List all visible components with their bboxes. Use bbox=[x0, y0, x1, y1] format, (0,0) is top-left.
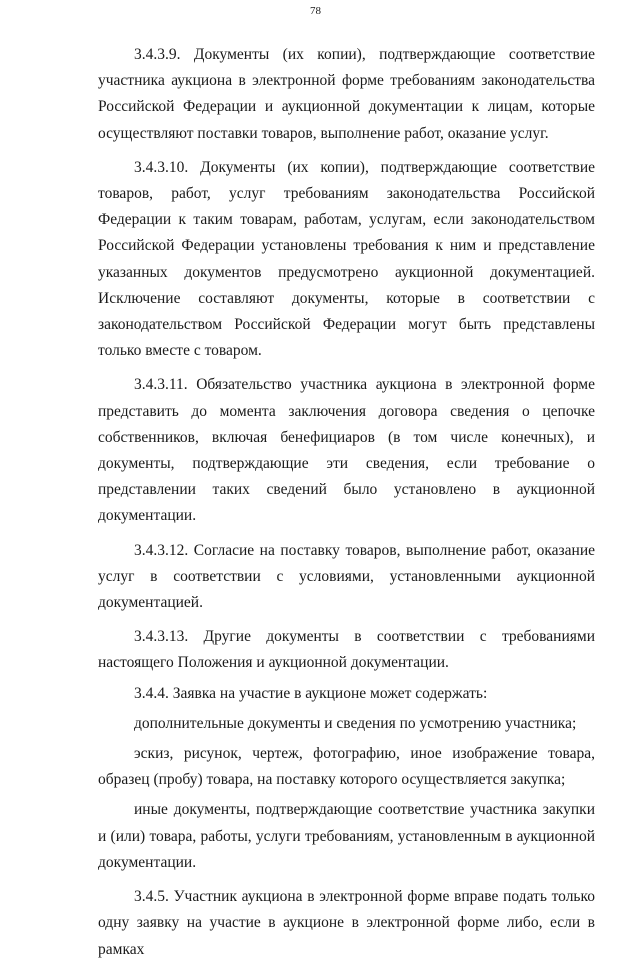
paragraph-3-4-4: 3.4.4. Заявка на участие в аукционе может содержать: bbox=[134, 684, 488, 702]
document-body bbox=[98, 42, 595, 963]
paragraph-list-item-3: иные документы, подтверждающие соответствие участника закупки и (или) товара, работы, услуги требованиям, установленным в аукционной документации. bbox=[98, 801, 595, 871]
paragraph-list-item-2: эскиз, рисунок, чертеж, фотографию, иное изображение товара, образец (пробу) товара, на поставку которого осуществляется закупка; bbox=[98, 745, 595, 789]
paragraph-3-4-3-12: 3.4.3.12. Согласие на поставку товаров, выполнение работ, оказание услуг в соответствии с условиями, установленными аукционной документацией. bbox=[98, 541, 595, 612]
paragraph-3-4-3-9: 3.4.3.9. Документы (их копии), подтверждающие соответствие участника аукциона в электронной форме требованиям законодательства Российской Федерации и аукционной документации к лицам, которые осуществляют поставки товаров, выполнение работ, оказание услуг. bbox=[98, 46, 595, 142]
paragraph-list-item-1: дополнительные документы и сведения по усмотрению участника; bbox=[134, 714, 577, 732]
paragraph-3-4-5: 3.4.5. Участник аукциона в электронной форме вправе подать только одну заявку на участие в аукционе в электронной форме либо, если в рамках bbox=[98, 888, 595, 958]
paragraph-3-4-3-13: 3.4.3.13. Другие документы в соответствии с требованиями настоящего Положения и аукционной документации. bbox=[98, 628, 595, 672]
page-number: 78 bbox=[310, 5, 321, 17]
paragraph-3-4-3-10: 3.4.3.10. Документы (их копии), подтверждающие соответствие товаров, работ, услуг требованиям законодательства Российской Федерации к таким товарам, работам, услугам, если законодательством Российской Федерации установлены требования к ним и представление указанных документов предусмотрено аукционной документацией. Исключение составляют документы, которые в соответствии с законодательством Российской Федерации могут быть представлены только вместе с товаром. bbox=[98, 158, 595, 360]
paragraph-3-4-3-11: 3.4.3.11. Обязательство участника аукциона в электронной форме представить до момента заключения договора сведения о цепочке собственников, включая бенефициаров (в том числе конечных), и документы, подтверждающие эти сведения, если требование о представлении таких сведений было установлено в аукционной документации. bbox=[98, 376, 595, 525]
